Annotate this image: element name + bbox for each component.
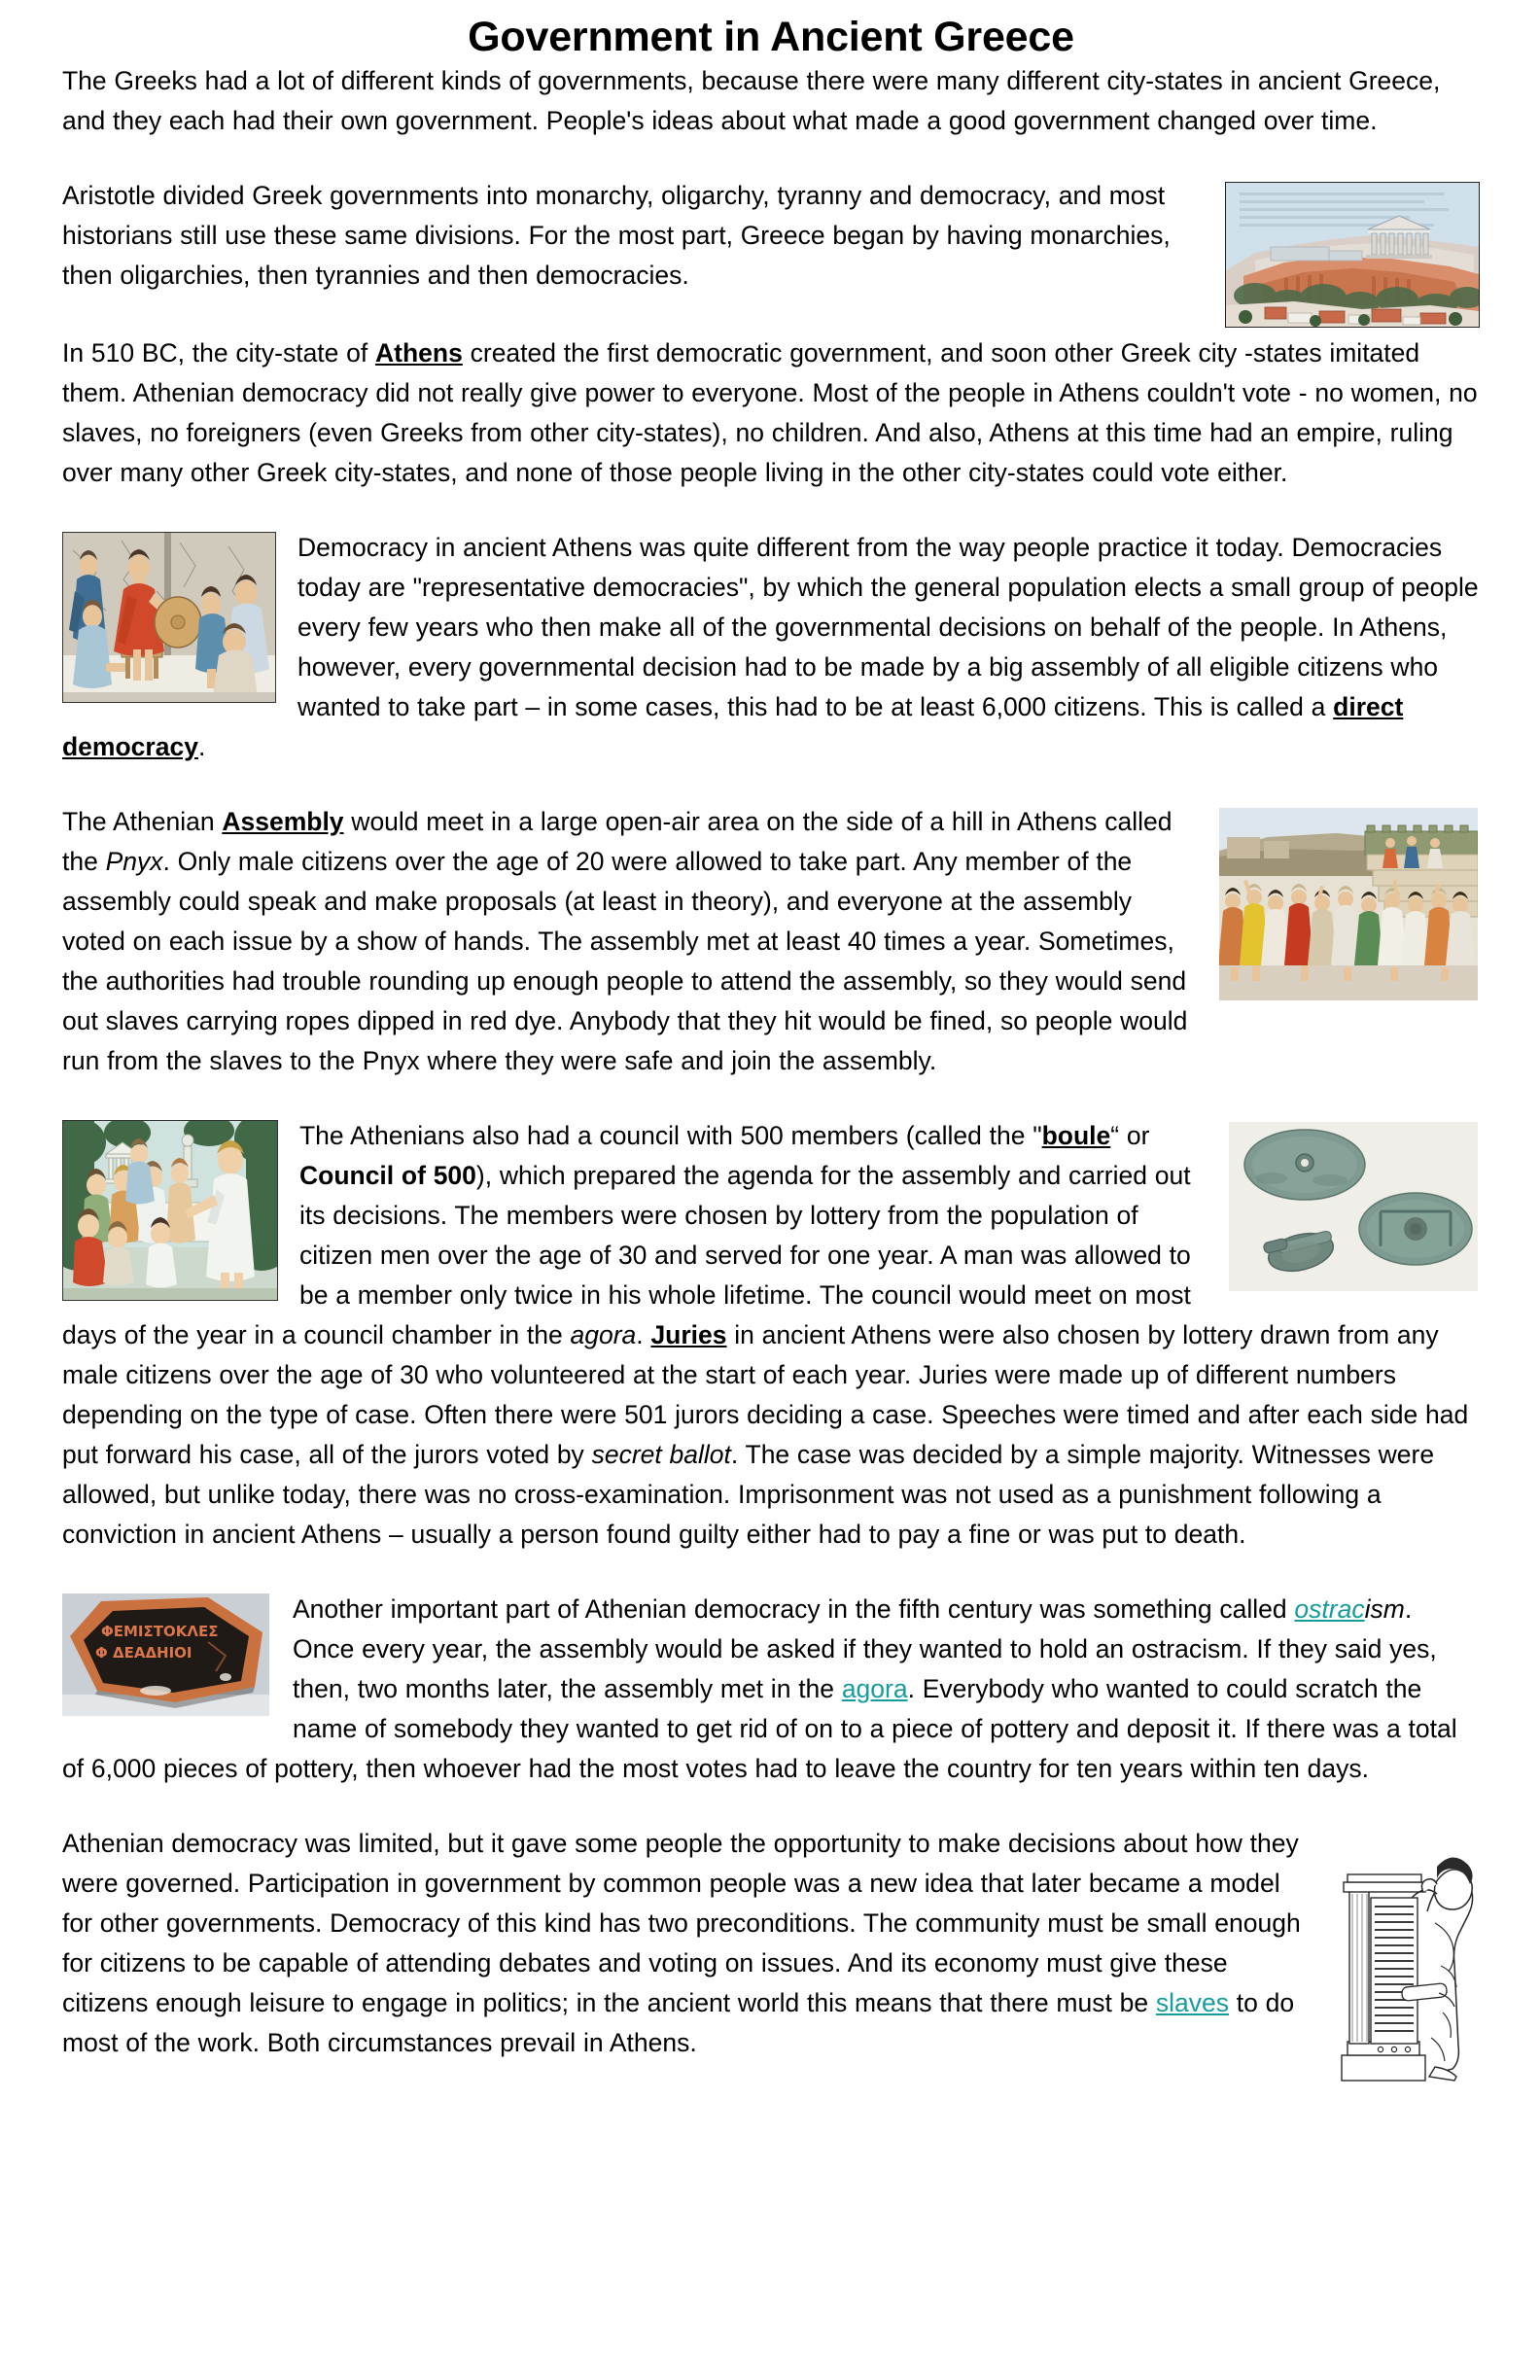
paragraph-intro [62, 61, 1480, 141]
p8-text-a: Athenian democracy was limited, but it gave some people the opportunity to make decisions about how they were governed. Participation in government by common people was a new idea that later became a model for other governments. Democracy of this kind has two preconditions. The community must be small enough for citizens to be capable of attending debates and voting on issues. And its economy must give these citizens enough leisure to engage in politics; in the ancient world this means that there must be [62, 1829, 1301, 2018]
juries-emphasis: Juries [650, 1320, 727, 1350]
p7-text-a: Another important part of Athenian democracy in the fifth century was something called [293, 1594, 1295, 1625]
p6-text-e: in ancient Athens were also chosen by lottery drawn from any male citizens over the age of 30 who volunteered at the start of each year. Juries were made up of different numbers depending on the type of case. Often there were 501 jurors deciding a case. Speeches were timed and after each side had put forward his case, all of the jurors voted by [62, 1320, 1469, 1470]
p3-text-b: created the first democratic government, and soon other Greek city -states imitated them. Athenian democracy did not really give power to everyone. Most of the people in Athens couldn't vote - no women, no slaves, no foreigners (even Greeks from other city-states), no children. And also, Athens at this time had an empire, ruling over many other Greek city-states, and none of those people living in the other city-states could vote either. [62, 338, 1478, 488]
paragraph-510bc [62, 333, 1480, 493]
agora-emphasis: agora [570, 1320, 637, 1350]
figure-council-of-500 [62, 1120, 278, 1301]
p5-text-b: would meet in a large open-air area on the side of a hill in Athens called the [62, 807, 1172, 877]
athens-emphasis: Athens [375, 338, 463, 368]
agora-link[interactable]: agora [841, 1674, 908, 1704]
p6-text-c: ), which prepared the agenda for the assembly and carried out its decisions. The members were chosen by lottery from the population of citizen men over the age of 30 and served for one year. A man was allowed to be a member only twice in his whole lifetime. The council would meet on most days of the year in a council chamber in the [62, 1161, 1191, 1350]
figure-juror-ballots [1229, 1122, 1480, 1293]
p3-text-a: In 510 BC, the city-state of [62, 338, 376, 368]
secret-ballot-emphasis: secret ballot [591, 1440, 731, 1470]
p4-text-a: Democracy in ancient Athens was quite different from the way people practice it today. Democracies today are "representative democracies", by which the general population elects a small group of people every few years who then make all of the governmental decisions on behalf of the people. In Athens, however, every governmental decision had to be made by a big assembly of all eligible citizens who wanted to take part – in some cases, this had to be at least 6,000 citizens. This is called a [298, 533, 1479, 722]
pnyx-emphasis: Pnyx [105, 847, 163, 877]
page-title: Government in Ancient Greece [468, 14, 1074, 60]
direct-democracy-emphasis: direct democracy [62, 692, 1404, 762]
council-of-500-emphasis: Council of 500 [299, 1161, 476, 1191]
p7-text-b: . Once every year, the assembly would be asked if they wanted to hold an ostracism. If they said yes, then, two months later, the assembly met in the [293, 1594, 1437, 1704]
p6-text-d: . [636, 1320, 651, 1350]
paragraph-intro-text: The Greeks had a lot of different kinds of governments, because there were many different city-states in ancient Greece, and they each had their own government. People's ideas about what made a good government changed over time. [62, 66, 1441, 136]
figure-acropolis [1225, 182, 1480, 328]
paragraph-ostracism [62, 1590, 1480, 1789]
figure-assembly-crowd [1219, 808, 1480, 1002]
p7-text-c: . Everybody who wanted to could scratch the name of somebody they wanted to get rid of on to a piece of pottery and deposit it. If there was a total of 6,000 pieces of pottery, then whoever had the most votes had to leave the country for ten years within ten days. [62, 1674, 1457, 1784]
p4-text-b: . [197, 732, 206, 762]
p6-text-a: The Athenians also had a council with 500 members (called the " [299, 1121, 1042, 1151]
figure-democracy-scene [62, 532, 276, 703]
paragraph-conclusion [62, 1824, 1480, 2063]
figure-kleroterion [1334, 1830, 1480, 2084]
p5-text-a: The Athenian [62, 807, 223, 837]
slaves-link[interactable]: slaves [1155, 1988, 1229, 2018]
p8-text-b: to do most of the work. Both circumstances prevail in Athens. [62, 1988, 1295, 2058]
ostracism-link[interactable]: ostrac [1294, 1594, 1365, 1625]
svg-text:ΦΕΜΙΣΤΟΚΛΕΣ: ΦΕΜΙΣΤΟΚΛΕΣ [101, 1623, 219, 1641]
paragraph-aristotle-text: Aristotle divided Greek governments into monarchy, oligarchy, tyranny and democracy, and most historians still use these same divisions. For the most part, Greece began by having monarchies, then oligarchies, then tyrannies and then democracies. [62, 181, 1171, 291]
svg-text:Φ ΔΕΑΔΗΙΟΙ: Φ ΔΕΑΔΗΙΟΙ [95, 1644, 192, 1662]
ostracism-suffix: ism [1364, 1594, 1405, 1625]
assembly-emphasis: Assembly [222, 807, 344, 837]
p6-text-f: . The case was decided by a simple majority. Witnesses were allowed, but unlike today, there was no cross-examination. Imprisonment was not used as a punishment following a conviction in ancient Athens – usually a person found guilty either had to pay a fine or was put to death. [62, 1440, 1435, 1550]
p6-text-b: “ or [1110, 1121, 1150, 1151]
p5-text-c: . Only male citizens over the age of 20 were allowed to take part. Any member of the assembly could speak and make proposals (at least in theory), and everyone at the assembly voted on each issue by a show of hands. The assembly met at least 40 times a year. Sometimes, the authorities had trouble rounding up enough people to attend the assembly, so they would send out slaves carrying ropes dipped in red dye. Anybody that they hit would be fined, so people would run from the slaves to the Pnyx where they were safe and join the assembly. [62, 847, 1188, 1076]
figure-ostrakon [62, 1593, 271, 1718]
boule-emphasis: boule [1041, 1121, 1111, 1151]
